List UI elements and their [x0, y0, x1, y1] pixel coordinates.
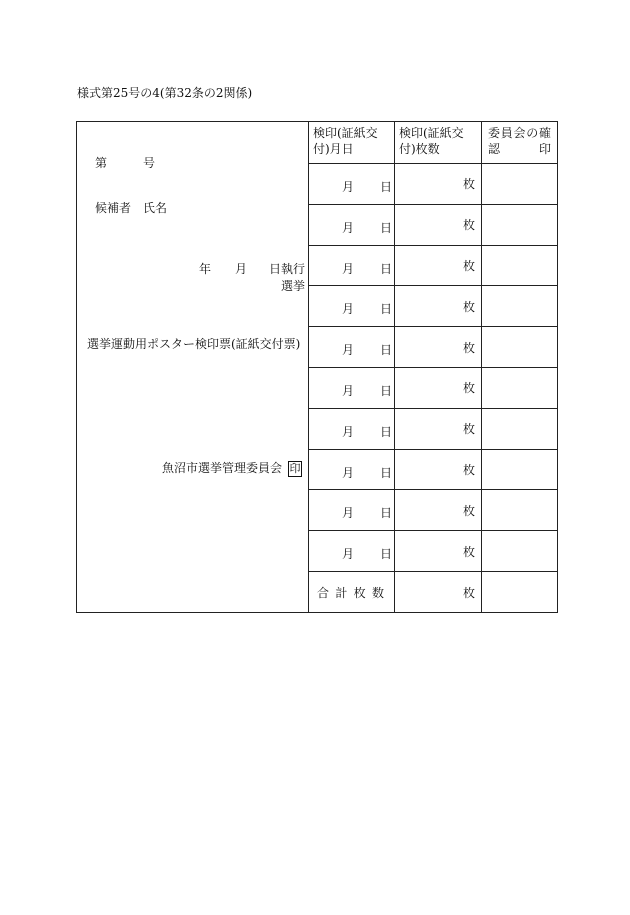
day-label: 日 [380, 506, 393, 521]
committee-name-text: 魚沼市選挙管理委員会 [162, 461, 283, 475]
election-year-label: 年 [199, 262, 212, 276]
candidate-name-label: 氏名 [143, 201, 168, 215]
month-label: 月 [342, 261, 355, 276]
day-label: 日 [380, 220, 393, 235]
date-cell[interactable] [309, 408, 395, 449]
election-label: 選挙 [281, 279, 306, 293]
month-label: 月 [342, 220, 355, 235]
confirm-seal-cell[interactable] [482, 531, 558, 572]
month-label: 月 [342, 506, 355, 521]
total-label: 合計枚数 [309, 572, 395, 613]
month-label: 月 [342, 302, 355, 317]
total-count-cell[interactable]: 枚 [395, 572, 482, 613]
date-cell[interactable] [309, 286, 395, 327]
header-date-text: 検印(証紙交付)月日 [313, 126, 378, 156]
date-cell[interactable] [309, 490, 395, 531]
number-label-go: 号 [143, 156, 156, 170]
confirm-seal-cell[interactable] [482, 367, 558, 408]
confirm-seal-cell[interactable] [482, 490, 558, 531]
day-label: 日 [380, 179, 393, 194]
count-cell[interactable]: 枚 [395, 204, 482, 245]
month-label: 月 [342, 547, 355, 562]
count-cell[interactable]: 枚 [395, 531, 482, 572]
number-label-dai: 第 [95, 156, 108, 170]
count-cell[interactable]: 枚 [395, 367, 482, 408]
date-cell[interactable] [309, 367, 395, 408]
header-count [395, 122, 482, 164]
total-confirm-seal-cell[interactable] [482, 572, 558, 613]
candidate-label: 候補者 [95, 201, 132, 215]
confirm-seal-cell[interactable] [482, 408, 558, 449]
date-cell[interactable] [309, 531, 395, 572]
confirm-seal-cell[interactable] [482, 327, 558, 368]
count-cell[interactable]: 枚 [395, 408, 482, 449]
form-caption: 様式第25号の4(第32条の2関係) [77, 86, 253, 100]
header-committee [482, 122, 558, 164]
date-cell[interactable] [309, 449, 395, 490]
count-cell[interactable]: 枚 [395, 449, 482, 490]
day-label: 日 [380, 302, 393, 317]
left-panel [77, 122, 309, 613]
month-label: 月 [342, 465, 355, 480]
day-label: 日 [380, 424, 393, 439]
header-committee-text: 委員会の確認印 [488, 126, 551, 156]
confirm-seal-cell[interactable] [482, 245, 558, 286]
day-label: 日 [380, 261, 393, 276]
month-label: 月 [342, 383, 355, 398]
day-label: 日 [380, 383, 393, 398]
committee-name [162, 459, 302, 477]
confirm-seal-cell[interactable] [482, 286, 558, 327]
poster-inspection-table [76, 121, 558, 613]
date-cell[interactable] [309, 245, 395, 286]
day-label: 日 [380, 547, 393, 562]
date-cell[interactable] [309, 163, 395, 204]
day-label: 日 [380, 343, 393, 358]
ticket-title: 選挙運動用ポスター検印票(証紙交付票) [87, 337, 301, 351]
count-cell[interactable]: 枚 [395, 163, 482, 204]
seal-mark: 印 [289, 461, 301, 475]
header-count-text: 検印(証紙交付)枚数 [399, 126, 464, 156]
count-cell[interactable]: 枚 [395, 490, 482, 531]
header-date [309, 122, 395, 164]
month-label: 月 [342, 179, 355, 194]
election-month-label: 月 [235, 262, 248, 276]
count-cell[interactable]: 枚 [395, 286, 482, 327]
day-label: 日 [380, 465, 393, 480]
month-label: 月 [342, 343, 355, 358]
date-cell[interactable] [309, 204, 395, 245]
count-cell[interactable]: 枚 [395, 327, 482, 368]
confirm-seal-cell[interactable] [482, 204, 558, 245]
date-cell[interactable] [309, 327, 395, 368]
confirm-seal-cell[interactable] [482, 449, 558, 490]
count-cell[interactable]: 枚 [395, 245, 482, 286]
month-label: 月 [342, 424, 355, 439]
election-day-label: 日執行 [269, 262, 306, 276]
confirm-seal-cell[interactable] [482, 163, 558, 204]
